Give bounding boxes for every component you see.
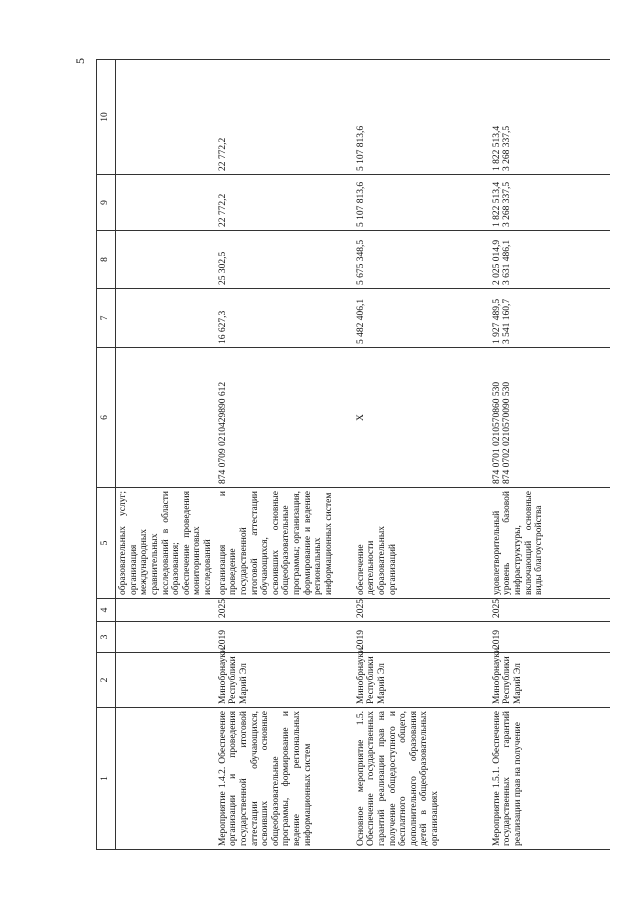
cell-responsible: Минобрнауки Республики Марий Эл [490,653,610,708]
cell-result: образовательных услуг; организация международных сравнительных исследований в области образования; обеспечение проведения мониторинговых исследований [116,488,216,599]
cell-responsible [116,653,216,708]
cell-end-year [116,599,216,622]
cell-responsible: Минобрнауки Республики Марий Эл [216,653,354,708]
cell-end-year: 2025 [354,599,490,622]
header-col-10: 10 [97,60,116,175]
program-activities-table [96,59,610,850]
cell-activity [116,708,216,850]
table-row [216,60,354,850]
cell-budget-code: 874 0701 0210570860 530 874 0702 0210570090 530 [490,348,610,488]
header-col-1: 1 [97,708,116,850]
cell-start-year: 2019 [490,622,610,653]
cell-value-10: 1 822 513,4 3 268 337,5 [490,60,610,175]
cell-start-year [116,622,216,653]
cell-value-7: 16 627,3 [216,289,354,348]
cell-value-8 [116,231,216,289]
cell-activity: Основное мероприятие 1.5. Обеспечение государственных гарантий реализации прав на получение общедоступного и бесплатного общего, дополнительного образования детей в общеобразовательных организациях [354,708,490,850]
header-col-4: 4 [97,599,116,622]
cell-value-7 [116,289,216,348]
header-col-8: 8 [97,231,116,289]
cell-value-7: 1 927 489,5 3 541 160,7 [490,289,610,348]
table-row [490,60,610,850]
cell-budget-code [116,348,216,488]
cell-end-year: 2025 [216,599,354,622]
header-col-7: 7 [97,289,116,348]
cell-value-9: 1 822 513,4 3 268 337,5 [490,175,610,231]
table-row [354,60,490,850]
cell-value-10: 22 772,2 [216,60,354,175]
header-col-2: 2 [97,653,116,708]
cell-responsible: Минобрнауки Республики Марий Эл [354,653,490,708]
cell-result: организация и проведение государственной итоговой аттестации обучающихся, освоивших основные общеобразовательные программы; организация, формирование и ведение региональных информационных систем [216,488,354,599]
cell-result: обеспечение деятельности образовательных организаций [354,488,490,599]
cell-value-9 [116,175,216,231]
table-header-row [97,60,116,850]
cell-value-9: 22 772,2 [216,175,354,231]
header-col-3: 3 [97,622,116,653]
cell-activity: Мероприятие 1.4.2. Обеспечение организации и проведения государственной итоговой аттестации обучающихся, освоивших основные общеобразовательные программы, формирование и ведение региональных информационных систем [216,708,354,850]
cell-value-10 [116,60,216,175]
cell-value-9: 5 107 813,6 [354,175,490,231]
cell-start-year: 2019 [354,622,490,653]
header-col-5: 5 [97,488,116,599]
cell-budget-code: 874 0709 0210429890 612 [216,348,354,488]
header-col-9: 9 [97,175,116,231]
cell-start-year: 2019 [216,622,354,653]
table-rotated-container [96,60,619,850]
page-number: 5 [73,58,87,64]
cell-end-year: 2025 [490,599,610,622]
cell-value-10: 5 107 813,6 [354,60,490,175]
table-row [116,60,216,850]
cell-value-8: 5 675 348,5 [354,231,490,289]
cell-result: удовлетворительный уровень базовой инфраструктуры, включающий основные виды благоустройства [490,488,610,599]
cell-value-8: 25 302,5 [216,231,354,289]
header-col-6: 6 [97,348,116,488]
cell-value-8: 2 025 014,9 3 631 486,1 [490,231,610,289]
cell-value-7: 5 482 406,1 [354,289,490,348]
cell-activity: Мероприятие 1.5.1. Обеспечение государственных гарантий реализации прав на получение [490,708,610,850]
cell-budget-code: X [354,348,490,488]
